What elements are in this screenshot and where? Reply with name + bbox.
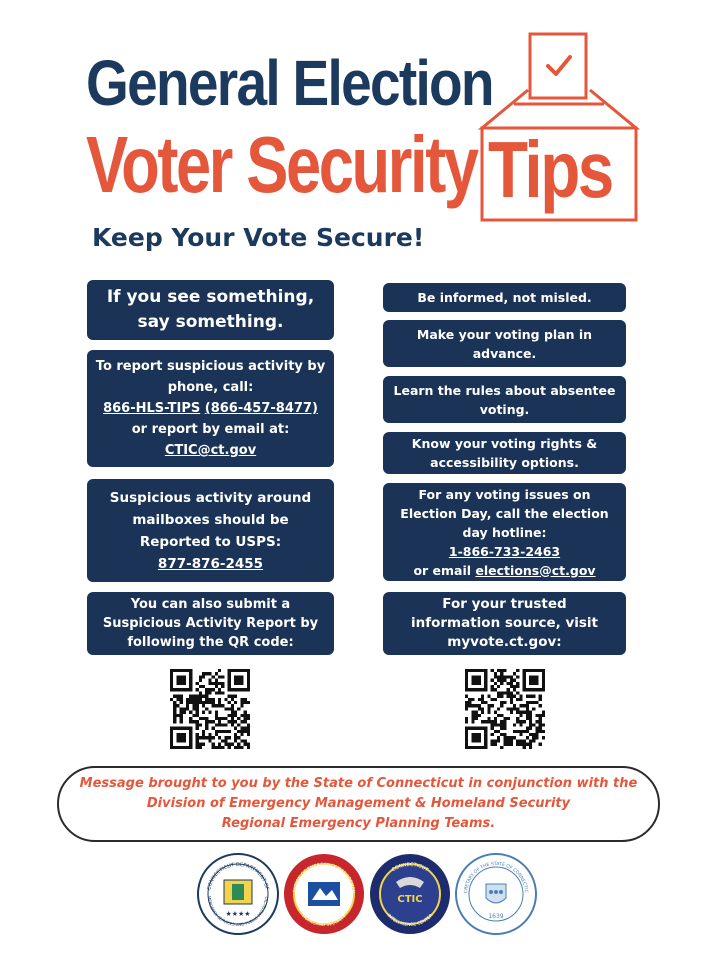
demhs-seal-logo (282, 852, 366, 936)
tip-election-hotline (383, 483, 626, 581)
box-line: Suspicious Activity Report by (102, 616, 319, 631)
svg-text:★★★★: ★★★★ (225, 911, 251, 918)
hls-tips-phone-link[interactable]: 866-HLS-TIPS (103, 401, 201, 416)
tip-line: For any voting issues on (418, 486, 591, 502)
see-something-box (87, 280, 334, 340)
hls-tips-numeric-phone-link[interactable]: (866-457-8477) (204, 401, 318, 416)
tip-line: accessibility options. (430, 455, 579, 470)
tip-line: voting. (479, 401, 530, 417)
box-line: Suspicious activity around (109, 489, 312, 506)
box-line: say something. (137, 312, 284, 332)
subtitle: Keep Your Vote Secure! (92, 223, 425, 252)
tip-line (413, 561, 595, 580)
sponsor-message (57, 766, 660, 842)
sar-qr-box (87, 592, 334, 655)
ctic-seal-logo (368, 852, 452, 936)
sar-qr-code[interactable] (170, 669, 250, 749)
ctic-email-link[interactable]: CTIC@ct.gov (164, 443, 257, 458)
usps-mailbox-box (87, 479, 334, 582)
election-hotline-link[interactable]: 1-866-733-2463 (448, 543, 561, 559)
tip-line: For your trusted (442, 596, 567, 612)
seal-bottom-text: MERGENCY SERVICES AND PUBLIC PROTECTIO (206, 895, 270, 928)
seal-top-text: CRETARY OF THE STATE OF CONNECTIC (463, 861, 529, 894)
title-line-general-election: General Election (86, 47, 493, 119)
tip-line: Be informed, not misled. (417, 289, 592, 305)
seal-top-text: IVISION OF EMERGENCY MANAGEMEN (293, 862, 356, 894)
box-line: or report by email at: (131, 422, 290, 437)
tip-line: information source, visit (411, 615, 598, 631)
box-line: To report suspicious activity by (95, 359, 326, 374)
tip-line: Election Day, call the election (400, 505, 609, 521)
seal-center-text: CTIC (397, 894, 423, 905)
seal-year: 1639 (488, 913, 504, 920)
report-phone-box (87, 350, 334, 467)
box-line: Reported to USPS: (139, 533, 282, 550)
box-line: mailboxes should be (132, 511, 289, 528)
tip-voting-rights (383, 432, 626, 474)
tip-line: advance. (472, 345, 537, 361)
seal-top-text: CONNECTICUT DEPARTMENT OF (206, 861, 270, 891)
message-line: Regional Emergency Planning Teams. (221, 816, 496, 831)
seal-top-text: CONNECTICUT (390, 861, 430, 874)
box-line: following the QR code: (127, 635, 294, 650)
box-line: phone, call: (167, 380, 254, 395)
seal-bottom-text: HOMELAND SECURITY (300, 914, 348, 929)
box-line: If you see something, (106, 287, 315, 307)
message-line: Message brought to you by the State of Connecticut in conjunction with the (79, 776, 638, 791)
box-line: You can also submit a (130, 597, 291, 612)
tip-line: myvote.ct.gov: (447, 634, 562, 650)
elections-email-link[interactable]: elections@ct.gov (475, 562, 596, 578)
tip-myvote-source (383, 592, 626, 655)
despp-seal-logo (196, 852, 280, 936)
tip-line: Make your voting plan in (416, 326, 593, 342)
tip-line: day hotline: (462, 524, 547, 540)
tip-line: Know your voting rights & (411, 436, 598, 451)
tip-absentee-rules (383, 376, 626, 423)
title-line-voter-security: Voter Security (86, 120, 477, 209)
tip-line: Learn the rules about absentee (393, 382, 616, 398)
tip-be-informed (383, 283, 626, 312)
usps-phone-link[interactable]: 877-876-2455 (157, 555, 264, 572)
box-line (103, 398, 318, 419)
tip-voting-plan (383, 320, 626, 367)
message-line: Division of Emergency Management & Homeland Security (146, 796, 571, 811)
title-tips: Tips (488, 125, 612, 214)
myvote-qr-code[interactable] (465, 669, 545, 749)
email-prefix: or email (413, 562, 476, 578)
secretary-of-state-seal-logo (454, 852, 538, 936)
seal-bottom-text: INTELLIGENCE CENTER (385, 913, 435, 929)
